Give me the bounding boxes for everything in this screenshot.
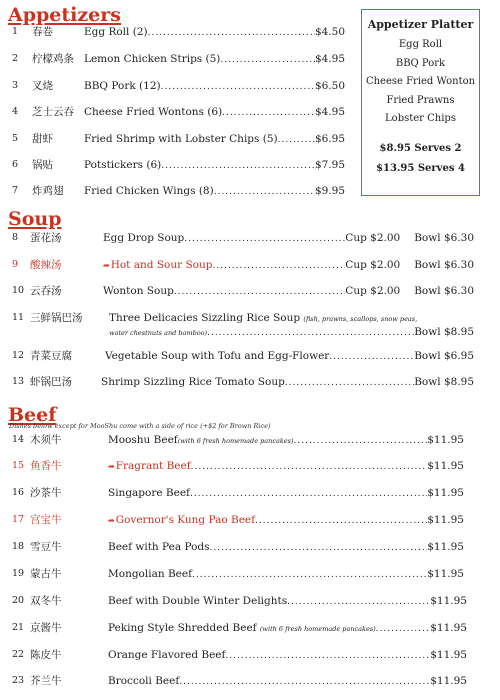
leader-dots — [287, 593, 430, 611]
item-number: 4 — [12, 106, 19, 117]
menu-item — [12, 103, 345, 121]
item-description: (with 6 fresh homemade pancakes) — [177, 437, 294, 445]
menu-item — [12, 23, 345, 41]
item-number: 7 — [12, 185, 19, 196]
item-number: 17 — [12, 514, 25, 525]
item-name: Wonton Soup — [103, 285, 174, 297]
item-number: 21 — [12, 622, 25, 633]
item-name: Governor's Kung Pao Beef — [115, 514, 256, 526]
item-name: Peking Style Shredded Beef — [108, 622, 257, 634]
item-number: 18 — [12, 541, 25, 552]
item-chinese-name: 甜虾 — [32, 133, 53, 145]
item-chinese-name: 蒙古牛 — [30, 568, 62, 580]
item-number: 11 — [12, 312, 25, 323]
menu-item — [12, 457, 464, 475]
menu-item — [12, 619, 467, 637]
item-cup-price: Cup $2.00 — [345, 259, 401, 271]
item-number: 20 — [12, 595, 25, 606]
leader-dots — [191, 458, 428, 476]
menu-item — [12, 282, 474, 300]
item-name: Broccoli Beef — [108, 675, 180, 687]
item-chinese-name: 酸辣汤 — [30, 259, 62, 271]
item-bowl-price: Bowl $6.30 — [414, 259, 474, 271]
item-chinese-name: 柠檬鸡条 — [32, 53, 74, 65]
item-price: $11.95 — [430, 622, 467, 634]
item-number: 6 — [12, 159, 19, 170]
pepper-icon: ➦ — [108, 462, 115, 471]
item-name: Vegetable Soup with Tofu and Egg-Flower — [105, 350, 330, 362]
menu-item — [12, 592, 467, 610]
item-price: $11.95 — [430, 649, 467, 661]
item-name-with-note — [108, 431, 294, 450]
platter-item: Fried Prawns — [386, 94, 455, 106]
leader-dots — [148, 24, 315, 42]
item-number: 1 — [12, 26, 19, 37]
item-number: 16 — [12, 487, 25, 498]
item-chinese-name: 炸鸡翅 — [32, 185, 64, 197]
item-number: 2 — [12, 53, 19, 64]
leader-dots — [278, 131, 315, 149]
menu-item — [12, 347, 474, 365]
item-name: Potstickers (6) — [84, 159, 162, 171]
menu-item — [12, 431, 464, 449]
item-chinese-name: 春卷 — [32, 26, 53, 38]
pepper-icon: ➦ — [108, 516, 115, 525]
item-price: $11.95 — [427, 487, 464, 499]
item-bowl-price: Bowl $6.30 — [414, 232, 474, 244]
platter-item: BBQ Pork — [395, 57, 446, 69]
item-chinese-name: 蛋花汤 — [30, 232, 62, 244]
item-number: 14 — [12, 434, 25, 445]
item-name-spicy — [108, 511, 255, 530]
item-number: 8 — [12, 232, 19, 243]
platter-item: Egg Roll — [398, 39, 443, 50]
leader-dots — [161, 78, 315, 96]
item-price: $9.95 — [314, 185, 345, 197]
platter-item: Cheese Fried Wonton — [365, 76, 476, 87]
item-description: (fish, prawns, scallops, snow peas, — [303, 315, 418, 323]
menu-item — [12, 77, 345, 95]
menu-item — [12, 646, 467, 664]
item-number: 23 — [12, 675, 25, 686]
pepper-icon: ➦ — [103, 261, 110, 270]
item-name: Fragrant Beef — [115, 460, 191, 472]
item-number: 19 — [12, 568, 25, 579]
item-price: $7.95 — [314, 159, 345, 171]
item-number: 12 — [12, 350, 25, 361]
item-price: $11.95 — [427, 568, 464, 580]
item-number: 22 — [12, 649, 25, 660]
leader-dots — [161, 157, 315, 175]
item-bowl-price: Bowl $8.95 — [414, 326, 474, 338]
leader-dots — [329, 348, 414, 366]
item-price: $11.95 — [427, 541, 464, 553]
item-name: Hot and Sour Soup — [110, 259, 213, 271]
item-name: Mongolian Beef — [108, 568, 192, 580]
item-price: $11.95 — [430, 595, 467, 607]
menu-item — [12, 484, 464, 502]
item-price: $6.95 — [314, 133, 345, 145]
item-number: 9 — [12, 259, 19, 270]
platter-price: $8.95 Serves 2 — [379, 142, 462, 154]
item-price: $6.50 — [314, 80, 345, 92]
item-bowl-price: Bowl $6.95 — [414, 350, 474, 362]
item-chinese-name: 芝士云吞 — [32, 106, 74, 118]
beef-heading: Beef — [8, 404, 57, 426]
item-name: Egg Roll (2) — [84, 26, 148, 38]
item-chinese-name: 锅贴 — [32, 159, 53, 171]
menu-item — [12, 538, 464, 556]
item-chinese-name: 青菜豆腐 — [30, 350, 72, 362]
beef-rice-note: Dishes below except for MooShu come with a side of rice (+$2 for Brown Rice) — [9, 422, 271, 430]
menu-item — [12, 182, 345, 200]
leader-dots — [222, 104, 315, 122]
menu-item — [12, 50, 345, 68]
item-price: $11.95 — [430, 675, 467, 687]
leader-dots — [174, 283, 345, 301]
item-number: 15 — [12, 460, 25, 471]
menu-item — [12, 373, 474, 391]
item-chinese-name: 云吞汤 — [30, 285, 62, 297]
menu-item — [12, 511, 464, 529]
item-name-with-note — [108, 619, 376, 638]
item-price: $11.95 — [427, 514, 464, 526]
item-name-spicy — [108, 457, 191, 476]
item-price: $4.95 — [314, 106, 345, 118]
menu-item — [12, 565, 464, 583]
leader-dots — [212, 257, 345, 275]
platter-price: $13.95 Serves 4 — [376, 162, 465, 174]
item-price: $11.95 — [427, 460, 464, 472]
item-name: Orange Flavored Beef — [108, 649, 226, 661]
menu-item — [12, 156, 345, 174]
leader-dots — [376, 620, 431, 638]
menu-item — [12, 130, 345, 148]
item-name: Beef with Pea Pods — [108, 541, 210, 553]
item-name: Lemon Chicken Strips (5) — [84, 53, 221, 65]
item-chinese-name: 木须牛 — [30, 434, 62, 446]
item-name-spicy — [103, 256, 212, 275]
leader-dots — [190, 485, 427, 503]
item-chinese-name: 沙茶牛 — [30, 487, 62, 499]
item-price: $4.50 — [314, 26, 345, 38]
leader-dots — [214, 183, 315, 201]
leader-dots — [225, 647, 430, 665]
menu-item — [12, 672, 467, 690]
platter-item-list — [362, 36, 479, 129]
item-chinese-name: 三鲜锅巴汤 — [30, 312, 83, 324]
item-chinese-name: 虾锅巴汤 — [30, 376, 72, 388]
item-name: Cheese Fried Wontons (6) — [84, 106, 223, 118]
leader-dots — [184, 230, 345, 248]
appetizer-platter-box — [361, 9, 480, 196]
item-name: Beef with Double Winter Delights — [108, 595, 288, 607]
item-name: Three Delicacies Sizzling Rice Soup — [109, 312, 301, 324]
menu-item — [12, 256, 474, 274]
platter-title: Appetizer Platter — [367, 18, 474, 31]
item-description: (with 6 fresh homemade pancakes) — [259, 625, 376, 633]
item-chinese-name: 叉烧 — [32, 80, 53, 92]
leader-dots — [285, 374, 414, 392]
item-name: Fried Chicken Wings (8) — [84, 185, 214, 197]
platter-item: Lobster Chips — [385, 113, 456, 124]
item-chinese-name: 京酱牛 — [30, 622, 62, 634]
leader-dots — [294, 432, 428, 450]
menu-item — [12, 309, 474, 341]
leader-dots — [179, 673, 430, 691]
item-price: $4.95 — [314, 53, 345, 65]
leader-dots — [220, 51, 315, 69]
leader-dots — [207, 324, 414, 342]
item-number: 3 — [12, 80, 19, 91]
item-bowl-price: Bowl $8.95 — [414, 376, 474, 388]
item-name: Egg Drop Soup — [103, 232, 185, 244]
item-name: Fried Shrimp with Lobster Chips (5) — [84, 133, 278, 145]
item-number: 5 — [12, 133, 19, 144]
item-bowl-price: Bowl $6.30 — [414, 285, 474, 297]
appetizers-heading: Appetizers — [8, 4, 121, 26]
platter-prices — [362, 139, 479, 179]
item-name: BBQ Pork (12) — [84, 80, 161, 92]
menu-item — [12, 229, 474, 247]
item-cup-price: Cup $2.00 — [345, 285, 401, 297]
item-number: 13 — [12, 376, 25, 387]
item-chinese-name: 宫宝牛 — [30, 514, 62, 526]
soup-heading: Soup — [8, 208, 62, 230]
item-name: Shrimp Sizzling Rice Tomato Soup — [101, 376, 285, 388]
item-price: $11.95 — [427, 434, 464, 446]
item-chinese-name: 鱼香牛 — [30, 460, 62, 472]
leader-dots — [192, 566, 427, 584]
item-number: 10 — [12, 285, 25, 296]
item-description: water chestnuts and bamboo) — [109, 329, 208, 337]
item-chinese-name: 雪豆牛 — [30, 541, 62, 553]
leader-dots — [255, 512, 427, 530]
item-name: Mooshu Beef — [108, 434, 178, 446]
item-name: Singapore Beef — [108, 487, 190, 499]
item-chinese-name: 双冬牛 — [30, 595, 62, 607]
item-cup-price: Cup $2.00 — [345, 232, 401, 244]
item-chinese-name: 芥兰牛 — [30, 675, 62, 687]
item-chinese-name: 陈皮牛 — [30, 649, 62, 661]
leader-dots — [210, 539, 428, 557]
